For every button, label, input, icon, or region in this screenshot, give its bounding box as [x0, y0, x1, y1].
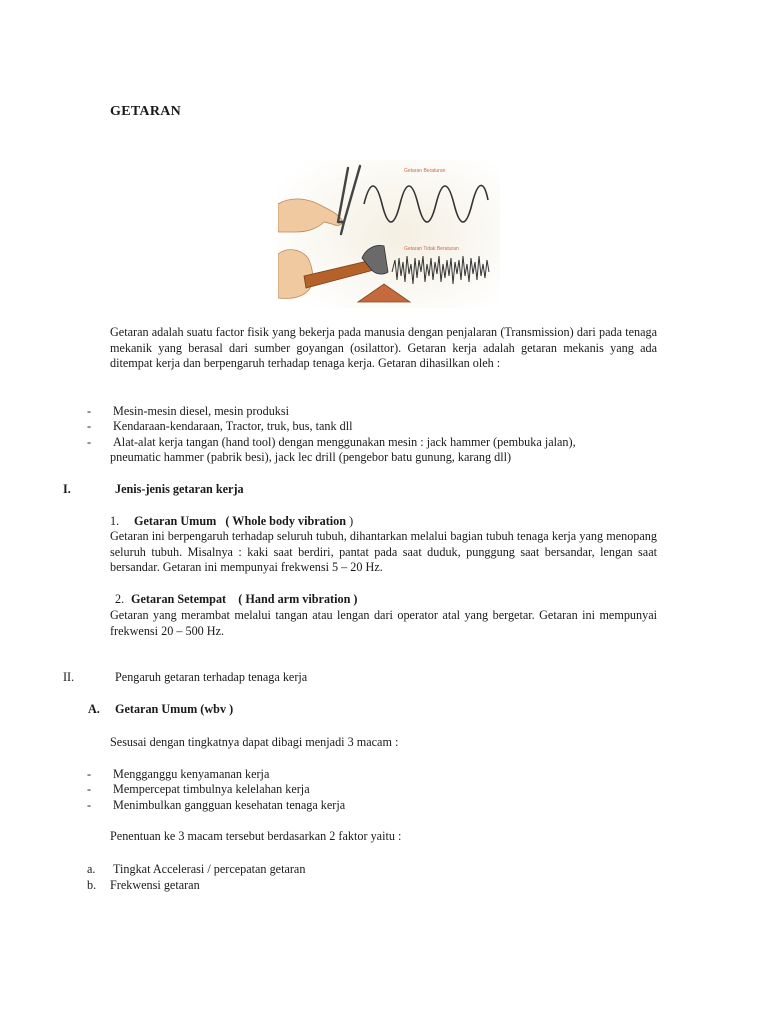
vibration-illustration — [278, 160, 500, 308]
item-1-body: Getaran ini berpengaruh terhadap seluruh tubuh, dihantarkan melalui bagian tubuh tenaga kerja yang menopang seluruh tubuh. Misalnya : kaki saat berdiri, pantat pada saat duduk, punggung saat bersandar, lengan saat bersandar. Getaran ini mempunyai frekwensi 5 – 20 Hz. — [110, 529, 657, 575]
item-1-heading-close: ) — [349, 514, 354, 528]
list-marker: - — [87, 419, 92, 433]
subsection-a-heading: Getaran Umum (wbv ) — [115, 702, 234, 716]
item-2-number: 2. — [115, 592, 125, 606]
list-marker: b. — [87, 878, 97, 892]
section-1-number: I. — [63, 482, 71, 496]
list-item: Tingkat Accelerasi / percepatan getaran — [113, 862, 306, 876]
list-marker: a. — [87, 862, 96, 876]
section-1-heading: Jenis-jenis getaran kerja — [115, 482, 244, 496]
list-item-continuation: pneumatic hammer (pabrik besi), jack lec drill (pengebor batu gunung, karang dll) — [110, 450, 512, 464]
item-2-heading: Getaran Setempat ( Hand arm vibration ) — [131, 592, 358, 606]
list-marker: - — [87, 798, 92, 812]
item-1-heading-bold: Getaran Umum ( Whole body vibration — [134, 514, 350, 528]
subsection-a-number: A. — [88, 702, 100, 716]
list-marker: - — [87, 435, 92, 449]
list-marker: - — [87, 767, 92, 781]
list-marker: - — [87, 782, 92, 796]
item-2-body: Getaran yang merambat melalui tangan atau lengan dari operator atal yang bergetar. Getaran ini mempunyai frekwensi 20 – 500 Hz. — [110, 608, 657, 638]
effects-intro: Sesusai dengan tingkatnya dapat dibagi menjadi 3 macam : — [110, 735, 399, 749]
list-item: Alat-alat kerja tangan (hand tool) dengan menggunakan mesin : jack hammer (pembuka jalan), — [113, 435, 576, 449]
label-regular: Getaran Beraturan — [404, 168, 446, 174]
item-1-heading — [134, 514, 353, 530]
list-marker: - — [87, 404, 92, 418]
list-item: Mengganggu kenyamanan kerja — [113, 767, 270, 781]
intro-paragraph: Getaran adalah suatu factor fisik yang bekerja pada manusia dengan penjalaran (Transmission) dari pada tenaga mekanik yang berasal dari sumber goyangan (osilattor). Getaran kerja adalah getaran mekanis yang ada ditempat kerja dan berpengaruh terhadap tenaga kerja. Getaran dihasilkan oleh : — [110, 325, 657, 371]
item-1-number: 1. — [110, 514, 120, 528]
list-item: Frekwensi getaran — [110, 878, 200, 892]
factors-intro: Penentuan ke 3 macam tersebut berdasarkan 2 faktor yaitu : — [110, 829, 402, 843]
label-irregular: Getaran Tidak Beraturan — [404, 246, 459, 252]
list-item: Kendaraan-kendaraan, Tractor, truk, bus, tank dll — [113, 419, 353, 433]
list-item: Menimbulkan gangguan kesehatan tenaga kerja — [113, 798, 346, 812]
list-item: Mesin-mesin diesel, mesin produksi — [113, 404, 290, 418]
document-title: GETARAN — [110, 104, 182, 119]
hand-lower-icon — [278, 250, 313, 299]
list-item: Mempercepat timbulnya kelelahan kerja — [113, 782, 310, 796]
section-2-number: II. — [63, 670, 75, 684]
section-2-heading: Pengaruh getaran terhadap tenaga kerja — [115, 670, 308, 684]
